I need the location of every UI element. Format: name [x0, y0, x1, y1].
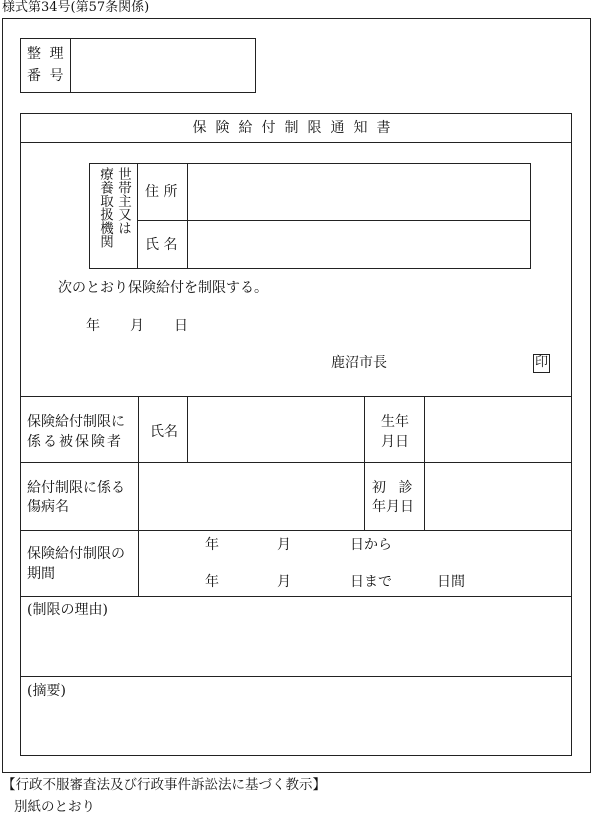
reference-number-field[interactable] [72, 40, 254, 91]
address-label: 住 所 [145, 184, 178, 200]
reference-divider [70, 38, 71, 93]
date-year: 年 [86, 318, 100, 334]
first-visit-label-1: 初 診 [372, 480, 417, 496]
injury-label-1: 給付制限に係る [27, 480, 125, 496]
title-divider [20, 142, 572, 143]
summary-row-top [20, 676, 572, 677]
summary-field[interactable] [22, 702, 570, 754]
addressee-side-label-left: 世帯主又は [115, 167, 131, 235]
first-visit-label-2: 年月日 [372, 499, 414, 515]
insured-label-1: 保険給付制限に [27, 414, 125, 430]
reason-row-top [20, 596, 572, 597]
date-day: 日 [174, 318, 188, 334]
addressee-label-divider [137, 163, 138, 269]
birth-date-field[interactable] [426, 398, 570, 460]
notice-text: 次のとおり保険給付を制限する。 [58, 280, 268, 296]
period-label-2: 期間 [27, 566, 55, 582]
seal-mark: 印 [533, 354, 550, 373]
appeal-text: 別紙のとおり [14, 799, 95, 815]
first-visit-date-field[interactable] [426, 464, 570, 528]
period-days: 日間 [437, 574, 465, 590]
date-month: 月 [130, 318, 144, 334]
addressee-side-label-right: 療養取扱機関 [97, 167, 113, 248]
reason-field[interactable] [22, 622, 570, 674]
period-from-month: 月 [277, 537, 291, 553]
issuer: 鹿沼市長 [331, 355, 387, 371]
addressee-row-divider [137, 220, 531, 221]
period-to-month: 月 [277, 574, 291, 590]
appeal-heading: 【行政不服審査法及び行政事件訴訟法に基づく教示】 [2, 777, 326, 793]
date-label-left-divider [364, 396, 365, 530]
injury-name-field[interactable] [140, 464, 363, 528]
name-field[interactable] [189, 222, 529, 267]
summary-label: (摘要) [27, 683, 66, 699]
address-field[interactable] [189, 165, 529, 218]
period-row-top [20, 530, 572, 531]
injury-row-top [20, 462, 572, 463]
form-title: 保険給付制限通知書 [192, 120, 400, 136]
period-label-1: 保険給付制限の [27, 546, 125, 562]
birth-label-1: 生年 [381, 414, 409, 430]
insured-name-field[interactable] [189, 398, 363, 460]
period-from-day: 日から [350, 537, 392, 553]
addressee-field-divider [187, 163, 188, 269]
reference-label-2: 番 号 [27, 68, 66, 84]
name-label: 氏 名 [145, 237, 178, 253]
period-to-year: 年 [205, 574, 219, 590]
label-column-divider [138, 396, 139, 596]
form-number: 様式第34号(第57条関係) [2, 0, 150, 15]
birth-label-2: 月日 [381, 434, 409, 450]
injury-label-2: 傷病名 [27, 499, 69, 515]
insured-row-top [20, 396, 572, 397]
insured-name-divider [187, 396, 188, 462]
insured-name-label: 氏名 [150, 424, 178, 440]
date-label-right-divider [424, 396, 425, 530]
reason-label: (制限の理由) [27, 602, 108, 618]
insured-label-2: 係る被保険者 [27, 434, 123, 450]
period-to-day: 日まで [350, 574, 392, 590]
reference-label-1: 整 理 [27, 46, 66, 62]
period-from-year: 年 [205, 537, 219, 553]
